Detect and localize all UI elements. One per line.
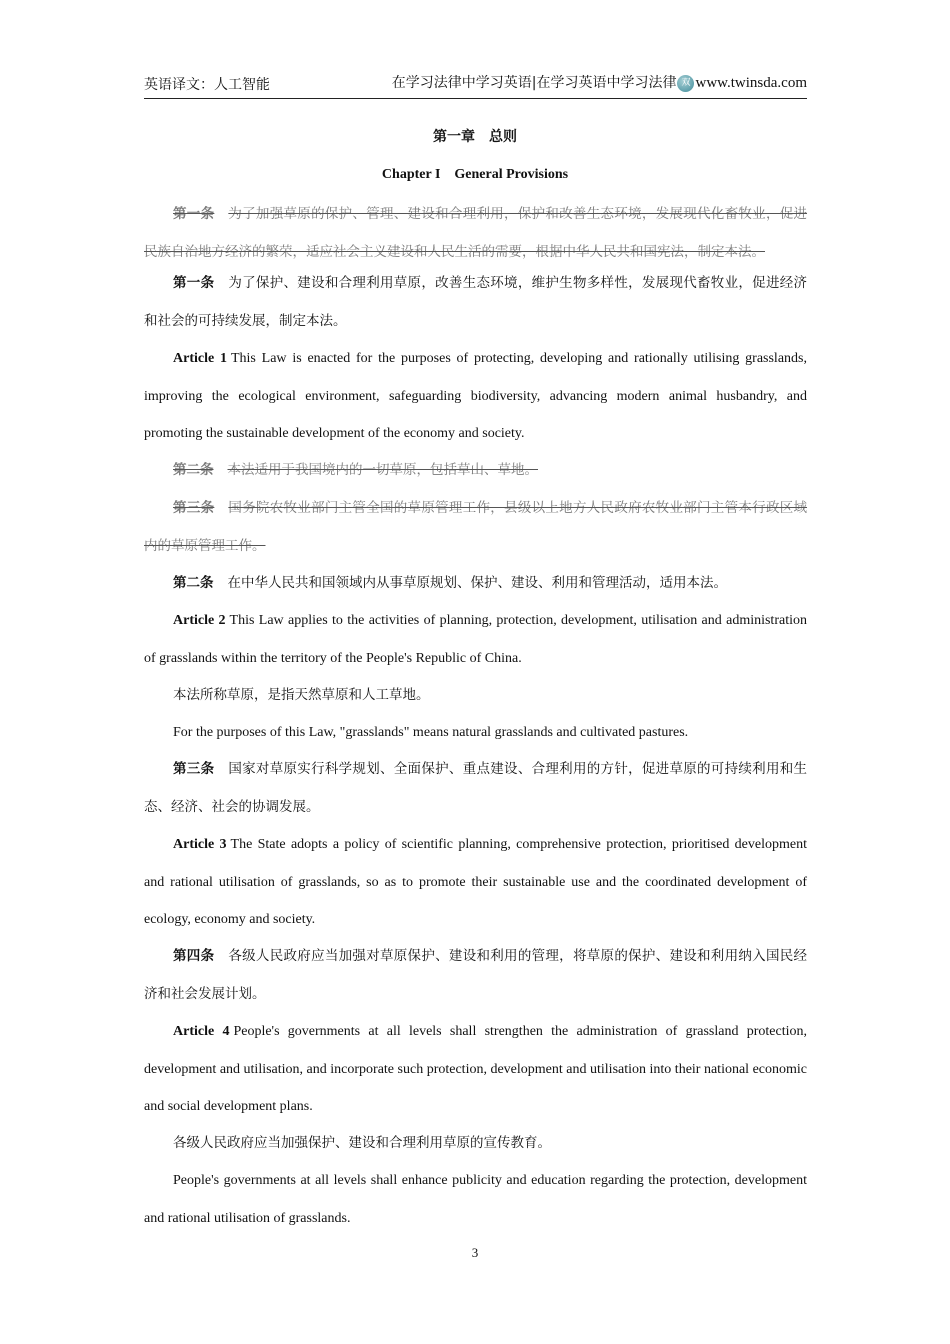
- publicity-cn: [144, 1125, 807, 1163]
- header-title: 英语译文：人工智能: [144, 77, 270, 93]
- article-text: This Law applies to the activities of planning, protection, development, utilisation and administration of grasslands within the territory of the People's Republic of China.: [144, 613, 807, 666]
- article-label: 第二条: [173, 462, 214, 478]
- article-text: For the purposes of this Law, "grasslands" means natural grasslands and cultivated pastures.: [173, 725, 689, 740]
- article-label: Article 3: [173, 837, 227, 852]
- article-text: 各级人民政府应当加强对草原保护、建设和利用的管理，将草原的保护、建设和利用纳入国民经济和社会发展计划。: [144, 948, 808, 1002]
- article-label: 第三条: [173, 761, 215, 777]
- article-text: People's governments at all levels shall strengthen the administration of grassland protection, development and utilisation, and incorporate such protection, development and utilisation into their national economic and social development plans.: [144, 1024, 807, 1114]
- grassland-definition-cn: [144, 677, 807, 715]
- article-label: 第一条: [173, 275, 215, 291]
- article-text: 在中华人民共和国领域内从事草原规划、保护、建设、利用和管理活动，适用本法。: [227, 575, 727, 591]
- article-2-cn: [144, 565, 807, 603]
- article-label: 第二条: [173, 575, 214, 591]
- article-4-cn: [144, 938, 807, 1013]
- article-label: Article 1: [173, 351, 227, 366]
- article-text: 为了加强草原的保护、管理、建设和合理利用，保护和改善生态环境，发展现代化畜牧业，促进民族自治地方经济的繁荣，适应社会主义建设和人民生活的需要，根据中华人民共和国宪法，制定本法。: [144, 206, 808, 260]
- article-3-en: [144, 826, 807, 939]
- chapter-title-cn: 第一章 总则: [433, 129, 517, 145]
- chapter-title-en: Chapter I General Provisions: [381, 167, 569, 182]
- deleted-article-1-cn: [144, 196, 807, 271]
- page-number: 3: [471, 1245, 479, 1260]
- page-header: [144, 68, 807, 99]
- article-1-cn: [144, 265, 807, 340]
- grassland-definition-en: [144, 714, 807, 752]
- article-label: 第四条: [173, 948, 215, 964]
- article-text: 国家对草原实行科学规划、全面保护、重点建设、合理利用的方针，促进草原的可持续利用和生态、经济、社会的协调发展。: [144, 761, 808, 815]
- publicity-en: [144, 1162, 807, 1237]
- article-1-en: [144, 340, 807, 453]
- article-3-cn: [144, 751, 807, 826]
- deleted-article-3-cn: [144, 490, 807, 565]
- article-text: The State adopts a policy of scientific planning, comprehensive protection, prioritised development and rational utilisation of grasslands, so as to promote their sustainable use and the coordinated development of ecology, economy and society.: [144, 837, 807, 927]
- article-text: 国务院农牧业部门主管全国的草原管理工作，县级以上地方人民政府农牧业部门主管本行政区域内的草原管理工作。: [144, 500, 808, 554]
- article-text: 为了保护、建设和合理利用草原，改善生态环境，维护生物多样性，发展现代畜牧业，促进经济和社会的可持续发展，制定本法。: [144, 275, 808, 329]
- deleted-article-2-cn: [144, 452, 807, 490]
- article-text: 各级人民政府应当加强保护、建设和合理利用草原的宣传教育。: [173, 1135, 551, 1151]
- header-tagline: [392, 72, 807, 92]
- article-2-en: [144, 602, 807, 677]
- header-slogan: 在学习法律中学习英语|在学习英语中学习法律: [391, 75, 677, 91]
- twinsda-logo-icon: 双: [677, 75, 694, 92]
- article-label: 第一条: [173, 206, 215, 222]
- article-text: 本法适用于我国境内的一切草原，包括草山、草地。: [227, 462, 538, 478]
- article-label: Article 4: [173, 1024, 230, 1039]
- article-text: This Law is enacted for the purposes of protecting, developing and rationally utilising grasslands, improving the ecological environment, safeguarding biodiversity, advancing modern animal husbandry, and promoting the sustainable development of the economy and society.: [144, 351, 807, 441]
- article-4-en: [144, 1013, 807, 1126]
- article-label: Article 2: [173, 613, 226, 628]
- header-url: www.twinsda.com: [695, 75, 807, 91]
- article-label: 第三条: [173, 500, 215, 516]
- article-text: 本法所称草原，是指天然草原和人工草地。: [173, 687, 430, 703]
- article-text: People's governments at all levels shall enhance publicity and education regarding the protection, development and rational utilisation of grasslands.: [144, 1173, 807, 1226]
